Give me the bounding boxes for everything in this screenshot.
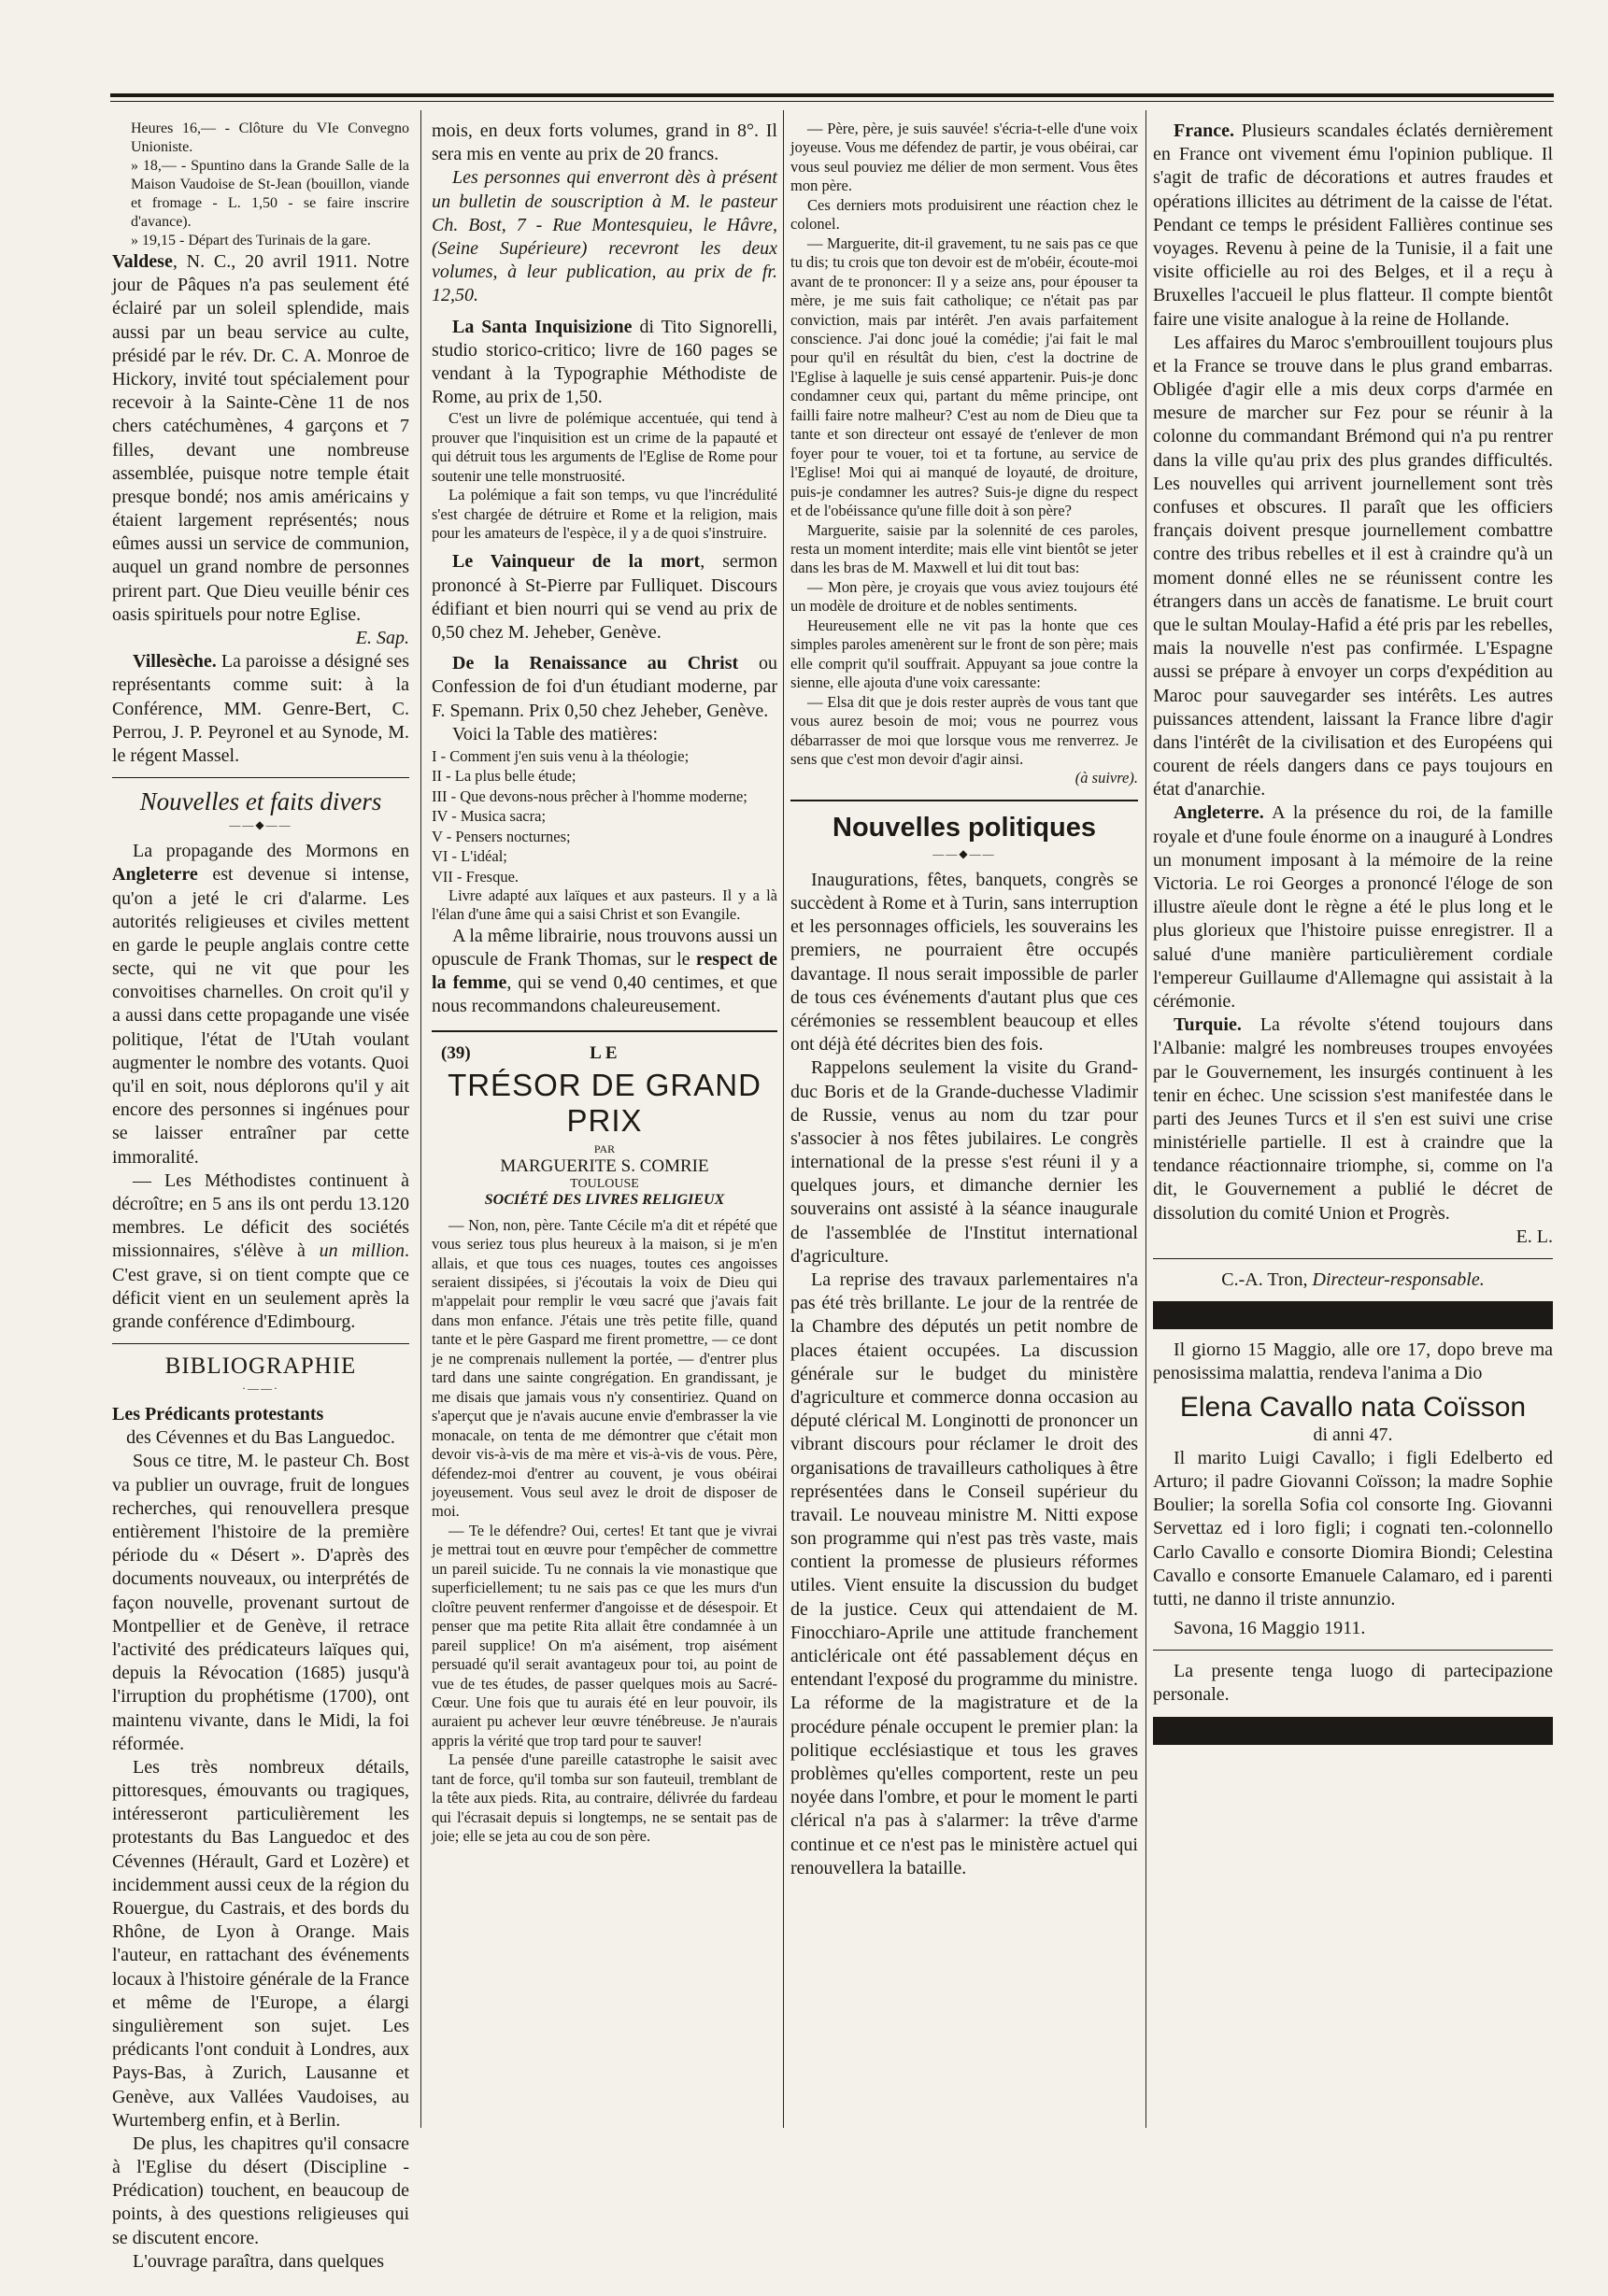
death-notice-intro: Il giorno 15 Maggio, alle ore 17, dopo breve ma penosissima malattia, rendeva l'anima a Dio xyxy=(1153,1339,1553,1384)
ornament: ——◆—— xyxy=(932,846,996,860)
ornament: ——◆—— xyxy=(229,818,292,832)
toc-item: II - La plus belle étude; xyxy=(432,767,576,786)
book-title: La Santa Inquisizione xyxy=(452,316,633,337)
divider xyxy=(112,1343,409,1344)
text: est devenue si intense, qu'on a jeté le cri d'alarme. Les autorités religieuses et civiles mettent en garde le peuple anglais contre cette secte, qui ne vit que pour les convoitises charnelles. On croit qu'il y a aussi dans cette propagande une visée politique, l'état de l'Utah voulant augmenter le nombre des votants. Quoi qu'il en soit, nous déplorons qu'il y ait encore des personnes si ingénues pour se laisser entraîner par cette immoralité. xyxy=(112,864,409,1168)
schedule-item: » 18,— - Spuntino dans la Grande Salle de la Maison Vaudoise de St-Jean (bouillon, viande et fromage - L. 1,50 - se faire inscrire d'avance). xyxy=(131,158,409,230)
gerant-role: Directeur-responsable. xyxy=(1312,1269,1485,1290)
feuilleton-paragraph: — Elsa dit que je dois rester auprès de vous tant que vous aurez besoin de moi; vous ne pourrez vous débarrasser de moi que lorsque vous me renverrez. Je sens que c'est mon devoir d'agir ainsi. xyxy=(790,692,1138,768)
gerant-name: C.-A. Tron, xyxy=(1221,1269,1308,1290)
schedule-item: Heures 16,— - Clôture du VIe Convegno Unioniste. xyxy=(131,120,409,155)
black-band xyxy=(1153,1717,1553,1745)
schedule-item: » 19,15 - Départ des Turinais de la gare. xyxy=(131,233,371,248)
ornament: ·——· xyxy=(242,1382,279,1396)
valdese-report xyxy=(112,250,409,627)
top-rule xyxy=(110,93,1554,97)
top-rule-thin xyxy=(110,101,1554,102)
table-of-contents xyxy=(432,746,777,886)
villeseche-text: La paroisse a désigné ses représentants comme suit: à la Conférence, MM. Genre-Bert, C. Perrou, J. P. Peyronel et au Synode, M. le régent Massel. xyxy=(112,651,409,766)
text: A la même librairie, nous trouvons aussi un opuscule de Frank Thomas, sur le xyxy=(432,925,777,971)
valdese-text: , N. C., 20 avril 1911. Notre jour de Pâques n'a pas seulement été éclairé par un soleil splendide, mais aussi par un beau service au culte, présidé par le rév. Dr. C. A. Monroe de Hickory, invité tout spécialement pour recevoir à la Sainte-Cène 11 de nos chers catéchumènes, 4 garçons et 7 filles, devant une nombreuse assemblée, puisque notre temple était presque bondé; nos amis américains y étaient largement représentés; nous eûmes aussi un service de communion, auquel un grand nombre de personnes prirent part. Que Dieu veuille bénir ces oasis spirituels pour notre Eglise. xyxy=(112,251,409,625)
text: Plusieurs scandales éclatés dernièrement en France ont vivement ému l'opinion publique. Il s'agit de trafic de décorations et autres fraudes et opérations illicites au détriment de la caisse de l'état. Pendant ce temps le président Fallières continue ses voyages. Revenu à peine de la Tunisie, il a fait une visite officielle au roi des Belges, et il a reçu à Bruxelles l'accueil le plus flatteur. Il compte bientôt faire une visite analogue à la reine de Hollande. xyxy=(1153,120,1553,330)
subscription-note: Les personnes qui enverront dès à présent un bulletin de souscription à M. le pasteur Ch. Bost, 7 - Rue Montesquieu, le Hâvre, (Seine Supérieure) recevront les deux volumes, à leur publication, au prix de fr. 12,50. xyxy=(432,167,777,306)
methodistes-item xyxy=(112,1169,409,1334)
column-2 xyxy=(432,120,777,2119)
feuilleton-paragraph: Marguerite, saisie par la solennité de ces paroles, resta un moment interdite; mais elle vint bientôt se jeter dans les bras de M. Maxwell et lui dit tout bas: xyxy=(790,520,1138,577)
villeseche-report xyxy=(112,650,409,768)
paragraph: La reprise des travaux parlementaires n'a pas été très brillante. Le jour de la rentrée de la Chambre des députés un petit nombre de places étaient occupées. La discussion générale sur le budget du ministère d'agriculture et commerce donna occasion au député clérical M. Longinotti de prononcer un vibrant discours pour réclamer le droit des organisations de travailleurs catholiques à être représentées dans le Conseil supérieur du travail. Le nouveau ministre M. Nitti expose son programme qui n'est pas très vaste, mais contient la promesse de plusieurs réformes utiles. Vient ensuite la discussion du budget de la justice. Ceux qui attendaient de M. Finocchiaro-Aprile une attitude franchement anticléricale ont été passablement déçus en entendant l'exposé du programme du ministre. La réforme de la magistrature et de la procédure pénale occupent le premier plan: la politique ecclésiastique et tous les graves problèmes qu'elles comportent, reste un peu noyée dans l'ombre, et pour le moment le parti clérical n'a pas à s'alarmer: la trêve d'arme continue et ce n'est pas le ministère actuel qui renouvellera la bataille. xyxy=(790,1269,1138,1878)
place-villeseche: Villesèche. xyxy=(133,651,217,673)
feuilleton-paragraph: — Père, père, je suis sauvée! s'écria-t-elle d'une voix joyeuse. Vous me défendez de partir, je vous obéirai, car vous seul pouviez me délier de mon serment. Vous êtes mon père. xyxy=(790,120,1138,195)
review-note: Livre adapté aux laïques et aux pasteurs. Il y a là l'élan d'une âme qui a saisi Christ et son Evangile. xyxy=(432,886,777,924)
feuilleton-par: PAR xyxy=(593,1141,616,1155)
toc-item: I - Comment j'en suis venu à la théologie; xyxy=(432,746,690,765)
feuilleton-author: MARGUERITE S. COMRIE xyxy=(500,1155,709,1176)
book-review xyxy=(432,652,777,723)
toc-item: V - Pensers nocturnes; xyxy=(432,827,571,845)
news-maroc: Les affaires du Maroc s'embrouillent toujours plus et la France se trouve dans le plus grand embarras. Obligée d'agir elle a mis deux corps d'armée en mesure de marcher sur Fez pour se réunir à la colonne du commandant Brémond qui n'a pu rentrer dans la ville qu'au prix des plus grandes difficultés. Les nouvelles qui arrivent journellement sont très confuses et obscures. Il paraît que les officiers français doivent presque journellement combattre contre des tribus rebelles et il est à craindre qu'à un moment donné elles ne se réunissent contre les étrangers dans un accès de fanatisme. Le bruit court que le sultan Moulay-Hafid a été pris par les rebelles, mais la nouvelle n'est pas confirmée. L'Espagne aussi se prépare à envoyer un corps d'expédition au Maroc pour sauvegarder ses intérêts. Les autres puissances attendent, laissant la France libre d'agir dans l'intérêt de la civilisation et des Européens qui courent de réels dangers dans ce pays toujours en état d'anarchie. xyxy=(1153,332,1553,801)
text: ou Confession de foi d'un étudiant moderne, par F. Spemann. Prix 0,50 chez Jeheber, Genève. xyxy=(432,653,778,721)
text: , qui se vend 0,40 centimes, et que nous recommandons chaleureusement. xyxy=(432,972,777,1017)
divider xyxy=(432,1030,777,1032)
feuilleton-to-be-continued: (à suivre). xyxy=(1074,769,1138,787)
section-heading-politiques: Nouvelles politiques xyxy=(832,812,1096,843)
place-angleterre: Angleterre xyxy=(112,864,198,886)
news-angleterre xyxy=(1153,801,1553,1013)
toc-item: IV - Musica sacra; xyxy=(432,807,547,826)
death-notice-note: La presente tenga luogo di partecipazione personale. xyxy=(1153,1661,1553,1706)
feuilleton-city: TOULOUSE xyxy=(570,1176,639,1191)
paragraph: Sous ce titre, M. le pasteur Ch. Bost va publier un ouvrage, fruit de longues recherches, qui renouvellera presque entièrement l'histoire de la première période du « Désert ». D'après des documents nouveaux, ou interprétés de façon nouvelle, provenant surtout de Montpellier et de Genève, il retrace l'activité des prédicateurs laïques qui, depuis la Révocation (1685) jusqu'à l'irruption du prophétisme (1700), ont maintenu vivante, dans le Midi, la foi réformée. xyxy=(112,1451,409,1754)
valdese-signature: E. Sap. xyxy=(355,628,409,648)
feuilleton-article: LE xyxy=(590,1042,621,1063)
toc-item: VI - L'idéal; xyxy=(432,847,507,866)
text-bold: respect de la femme xyxy=(432,949,777,994)
column-4 xyxy=(1153,120,1553,2156)
paragraph: mois, en deux forts volumes, grand in 8°. Il sera mis en vente au prix de 20 francs. xyxy=(432,120,777,165)
feuilleton-paragraph: Heureusement elle ne vit pas la honte que ces simples paroles amenèrent sur le front de son père; mais elle comprit qu'il souffrait. Appuyant sa joue contre la sienne, elle ajouta d'une voix caressante: xyxy=(790,616,1138,692)
death-notice-family: Il marito Luigi Cavallo; i figli Edelberto ed Arturo; il padre Giovanni Coïsson; la madre Sophie Boulier; la sorella Sofia col consorte Ing. Giovanni Servettaz ed i loro figli; i cognati ten.-colonnello Carlo Cavallo e consorte Diomira Biondi; Celestina Cavallo e consorte Emanuele Calamaro, ed i parenti tutti, ne danno il triste annunzio. xyxy=(1153,1447,1553,1609)
paragraph: L'ouvrage paraîtra, dans quelques xyxy=(133,2250,385,2272)
feuilleton-publisher: SOCIÉTÉ DES LIVRES RELIGIEUX xyxy=(484,1191,725,1208)
feuilleton-paragraph: — Non, non, père. Tante Cécile m'a dit et répété que vous seriez tous plus heureux à la maison, si je m'en allais, et que tous ces nuages, toutes ces angoisses seraient dissipées, si j'écoutais la voix de Dieu qui m'appelait pour remplir le vœu sacré que j'avais fait dans mon enfance. J'étais une très petite fille, quand tante et le père Gaspard me firent promettre, — ce dont je ne comprenais nullement la portée, — d'entrer plus tard dans une sainte congrégation. En grandissant, je me disais que jamais vous n'y consentiriez. Quand on s'aperçut que je n'avais aucune envie d'embrasser la vie monacale, on tenta de me démontrer que c'était mon devoir vis-à-vis de ma mère et vis-à-vis de vous. Père, défendez-moi d'entrer au couvent, je vous obéirai joyeusement. Vous seul avez le droit de disposer de moi. xyxy=(432,1215,777,1521)
news-turquie xyxy=(1153,1013,1553,1226)
feuilleton-number: (39) xyxy=(441,1042,471,1063)
book-title: Le Vainqueur de la mort xyxy=(452,551,701,573)
feuilleton-header xyxy=(432,1043,777,1064)
divider xyxy=(1153,1650,1553,1651)
feuilleton-paragraph: — Marguerite, dit-il gravement, tu ne sais pas ce que tu dis; tu crois que ton devoir est de m'obéir, écoute-moi avant de te prononcer: Il y a seize ans, pour épouser ta mère, je me suis fait catholique; ce n'était pas par conviction, mais par intérêt. J'en avais parfaitement conscience. J'ai donc joué la comédie; j'ai fait le mal pour qu'il en résultât du bien, c'est la doctrine de l'Eglise à laquelle je suis censé appartenir. Puis-je donc condamner ceux qui, partant du même principe, ont failli faire notre malheur? C'est au nom de Dieu que ta tante et son directeur ont essayé de t'enlever de mon foyer pour te vouer, toi et ta fortune, au service de l'Eglise! Moi qui ai manqué de loyauté, de droiture, puis-je condamner les autres? Suis-je digne du respect et de l'obéissance qu'une fille doit à son père? xyxy=(790,234,1138,520)
country-heading: France. xyxy=(1174,120,1234,141)
paragraph: Inaugurations, fêtes, banquets, congrès se succèdent à Rome et à Turin, sans interruption et les personnages officiels, les souverains les premiers, ne pourraient être occupés davantage. Il nous serait impossible de parler de tous ces événements d'autant plus que ces cérémonies se ressemblent beaucoup et elles ont déjà été décrites bien des fois. xyxy=(790,869,1138,1056)
book-title: De la Renaissance au Christ xyxy=(452,653,739,674)
death-notice-place-date: Savona, 16 Maggio 1911. xyxy=(1174,1618,1366,1639)
review-note: C'est un livre de polémique accentuée, qui tend à prouver que l'inquisition est un crime de la papauté et qui détruit tous les arguments de l'Eglise de Rome pour soutenir une telle monstruosité. xyxy=(432,409,777,485)
paragraph xyxy=(432,925,777,1019)
toc-intro: Voici la Table des matières: xyxy=(452,723,659,744)
divider xyxy=(1153,1258,1553,1259)
text-italic: un million xyxy=(319,1240,405,1262)
text: — Les Méthodistes continuent à décroître; en 5 ans ils ont perdu 13.120 membres. Le déficit des sociétés missionnaires, s'élève à xyxy=(112,1169,409,1262)
gerant-line xyxy=(1153,1268,1553,1292)
column-3 xyxy=(790,120,1138,2119)
text: , sermon prononcé à St-Pierre par Fulliquet. Discours édifiant et bien nourri qui se vend au prix de 0,50 chez M. Jeheber, Genève. xyxy=(432,551,777,643)
divider xyxy=(790,800,1138,801)
black-band xyxy=(1153,1301,1553,1329)
text: La propagande des Mormons en xyxy=(133,841,409,862)
text: La révolte s'étend toujours dans l'Albanie: malgré les nombreuses troupes envoyées par le Gouvernement, les insurgés continuent à les tenir en échec. Une scission s'est manifestée dans le parti des Jeunes Turcs et il s'en est suivi une crise ministérielle partielle. Il est à craindre que la tendance réactionnaire triomphe, si, comme on l'a dit, le Gouvernement a publié le décret de dissolution du comité Union et Progrès. xyxy=(1153,1014,1553,1224)
news-signature: E. L. xyxy=(1516,1226,1553,1247)
feuilleton-title: TRÉSOR DE GRAND PRIX xyxy=(448,1067,761,1138)
book-review xyxy=(432,316,777,410)
mormons-item xyxy=(112,840,409,1169)
paragraph: De plus, les chapitres qu'il consacre à l'Eglise du désert (Discipline - Prédication) touchent, en beaucoup de points, à des questions religieuses qui se discutent encore. xyxy=(112,2133,409,2248)
column-1 xyxy=(112,120,409,2272)
feuilleton-paragraph: — Te le défendre? Oui, certes! Et tant que je vivrai je mettrai tout en œuvre pour t'empêcher de commettre un pareil suicide. Tu ne connais la vie monastique que superficiellement; tu ne sais pas ce que les murs d'un cloître peuvent renfermer d'angoisse et de désespoir. Et penser que ma petite Rita allait être condamnée à un pareil supplice! On m'a aisément, trop aisément persuadé qu'il serait avantageux pour toi, au point de vue de tes études, de passer quelques mois au Sacré-Cœur. Une fois que tu aurais été en leur pouvoir, ils auraient pu achever leur œuvre ténébreuse. Je n'aurais appris la vérité que trop tard pour te sauver! xyxy=(432,1521,777,1750)
deceased-age: di anni 47. xyxy=(1313,1424,1393,1445)
feuilleton-paragraph: La pensée d'une pareille catastrophe le saisit avec tant de force, qu'il tomba sur son fauteuil, tremblant de la tête aux pieds. Rita, au contraire, délivrée du fardeau qui l'écrasait depuis si longtemps, ne se sentait pas de joie; elle se jeta au cou de son père. xyxy=(432,1750,777,1846)
review-note: La polémique a fait son temps, vu que l'incrédulité s'est chargée de détruire et Rome et la religion, mais pour les amateurs de l'espèce, il y a de quoi s'instruire. xyxy=(432,486,777,542)
paragraph: Les très nombreux détails, pittoresques, émouvants ou tragiques, intéresseront particulièrement les protestants du Bas Languedoc et des Cévennes (Hérault, Gard et Lozère) et incidemment aussi ceux de la région du Rouergue, du Castrais, et des bords du Rhône, de Lyon à Orange. Mais l'auteur, en rattachant des événements locaux à l'histoire générale de la France et même de l'Europe, a élargi singulièrement son sujet. Les prédicants l'ont conduit à Londres, aux Pays-Bas, à Zurich, Lausanne et Genève, aux Vallées Vaudoises, au Wurtemberg enfin, et à Berlin. xyxy=(112,1756,409,2131)
country-heading: Angleterre. xyxy=(1174,802,1264,824)
place-valdese: Valdese xyxy=(112,251,173,272)
text: di Tito Signorelli, studio storico-critico; livre de 160 pages se vendant à la Typographie Méthodiste de Rome, au prix de 1,50. xyxy=(432,316,777,408)
section-heading-bibliographie: BIBLIOGRAPHIE xyxy=(164,1354,357,1380)
divider xyxy=(112,777,409,778)
text: . C'est grave, si on tient compte que ce déficit vient en un seulement après la grande conférence d'Edimbourg. xyxy=(112,1240,409,1332)
deceased-name: Elena Cavallo nata Coïsson xyxy=(1179,1391,1527,1423)
country-heading: Turquie. xyxy=(1174,1014,1242,1036)
column-rule xyxy=(420,110,421,2128)
column-rule xyxy=(783,110,784,2128)
feuilleton-paragraph: Ces derniers mots produisirent une réaction chez le colonel. xyxy=(790,195,1138,234)
news-france xyxy=(1153,120,1553,332)
paragraph: Rappelons seulement la visite du Grand-duc Boris et de la Grande-duchesse Vladimir de Russie, venus au nom du tzar pour s'associer à nos fêtes jubilaires. Le congrès international de la presse s'est réuni il y a quelques jours, et dimanche dernier les souverains ont assisté à la séance inaugurale de l'assemblée de l'Institut international d'agriculture. xyxy=(790,1057,1138,1267)
text: A la présence du roi, de la famille royale et d'une foule énorme on a inauguré à Londres un monument imposant à la mémoire de la reine Victoria. Le roi Georges a prononcé l'éloge de son illustre aïeule dont le règne a été le plus long et le plus glorieux que l'histoire puisse enregistrer. Il a salué d'une manière particulièrement cordiale l'empereur Guillaume d'Allemagne qui assistait à la cérémonie. xyxy=(1153,802,1553,1012)
book-subtitle: des Cévennes et du Bas Languedoc. xyxy=(126,1427,395,1449)
toc-item: III - Que devons-nous prêcher à l'homme moderne; xyxy=(432,787,747,805)
feuilleton-paragraph: — Mon père, je croyais que vous aviez toujours été un modèle de droiture et de nobles sentiments. xyxy=(790,577,1138,616)
book-title: Les Prédicants protestants xyxy=(112,1404,324,1425)
toc-item: VII - Fresque. xyxy=(432,867,519,886)
book-review xyxy=(432,550,777,645)
section-heading-nouvelles: Nouvelles et faits divers xyxy=(139,787,382,816)
